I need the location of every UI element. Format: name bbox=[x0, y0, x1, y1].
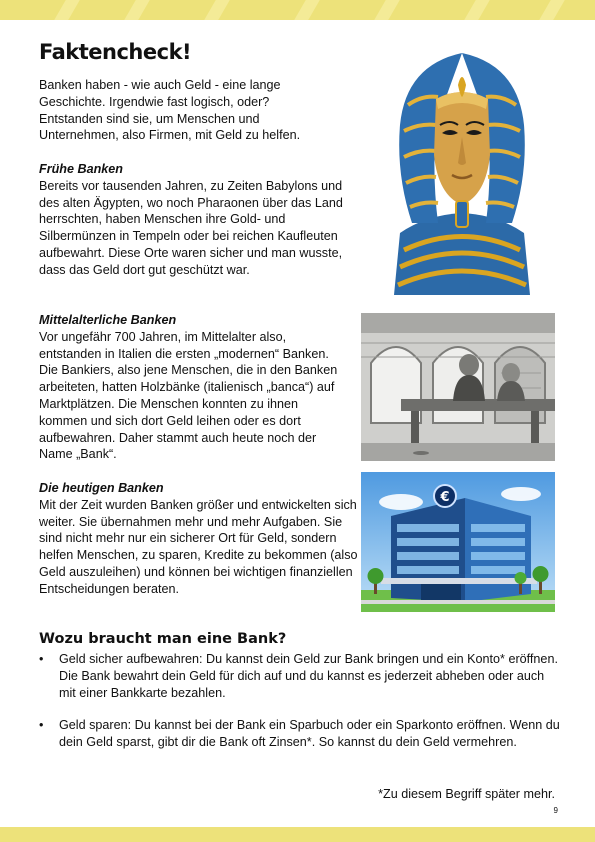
list-item-text: Geld sparen: Du kannst bei der Bank ein Sparbuch oder ein Sparkonto eröffnen. Wenn du dein Geld sparst, gibt dir die Bank oft Zinsen*. So kannst du dein Geld vermehren. bbox=[59, 718, 560, 750]
section-medieval-banks bbox=[39, 312, 339, 463]
section-text: Vor ungefähr 700 Jahren, im Mittelalter also, entstanden in Italien die ersten „modernen“ Banken. Die Bankiers, also jene Menschen, die in den Banken arbeiteten, hatten Holzbänke (italienisch „banca“) auf Marktplätzen. Die Menschen konnten zu ihnen kommen und sich dort Geld leihen oder es dort aufbewahren. Daher stammt auch heute noch der Name „Bank“. bbox=[39, 329, 338, 462]
bullet-list bbox=[39, 651, 564, 751]
section-text: Bereits vor tausenden Jahren, zu Zeiten Babylons und des alten Ägypten, wo noch Pharaonen über das Land herrschten, haben Menschen ihre Gold- und Silbermünzen in Tempeln oder bei reichen Kaufleuten aufbewahrt. Diese Orte waren sicher und man wusste, dass das Geld dort gut geschützt war. bbox=[39, 178, 343, 277]
section-modern-banks bbox=[39, 480, 361, 598]
bullet-icon: • bbox=[39, 718, 44, 733]
page-title: Faktencheck! bbox=[39, 40, 192, 64]
intro-paragraph: Banken haben - wie auch Geld - eine lange Geschichte. Irgendwie fast logisch, oder? Entstanden sind sie, um Menschen und Unternehmen, also Firmen, mit Geld zu helfen. bbox=[39, 78, 301, 143]
footnote: *Zu diesem Begriff später mehr. bbox=[378, 787, 555, 801]
page-number: 9 bbox=[553, 806, 558, 815]
bottom-decorative-band bbox=[0, 827, 595, 842]
euro-sign-icon: € bbox=[440, 490, 450, 505]
list-item bbox=[39, 717, 564, 751]
bullet-icon: • bbox=[39, 652, 44, 666]
section-text: Mit der Zeit wurden Banken größer und entwickelten sich weiter. Sie übernahmen mehr und mehr Aufgaben. Sie sind nicht mehr nur ein sicherer Ort für Geld, sondern helfen Menschen, zu sparen, Kredite zu bekommen (also Geld auszuleihen) und können bei wichtigen finanziellen Entscheidungen beraten. bbox=[39, 497, 358, 596]
list-item bbox=[39, 651, 564, 701]
modern-bank-image bbox=[361, 472, 555, 612]
section-heading: Frühe Banken bbox=[39, 162, 123, 176]
section-early-banks bbox=[39, 161, 357, 279]
list-item-text: Geld sicher aufbewahren: Du kannst dein Geld zur Bank bringen und ein Konto* eröffnen. Die Bank bewahrt dein Geld für dich auf und du kannst es jederzeit abheben oder auch mit einer Bankkarte bezahlen. bbox=[59, 652, 558, 700]
section-heading: Die heutigen Banken bbox=[39, 481, 164, 495]
medieval-bankers-image bbox=[361, 313, 555, 461]
top-decorative-band bbox=[0, 0, 595, 20]
section-heading: Mittelalterliche Banken bbox=[39, 313, 177, 327]
pharaoh-mask-image bbox=[386, 45, 538, 295]
question-heading: Wozu braucht man eine Bank? bbox=[39, 631, 287, 647]
